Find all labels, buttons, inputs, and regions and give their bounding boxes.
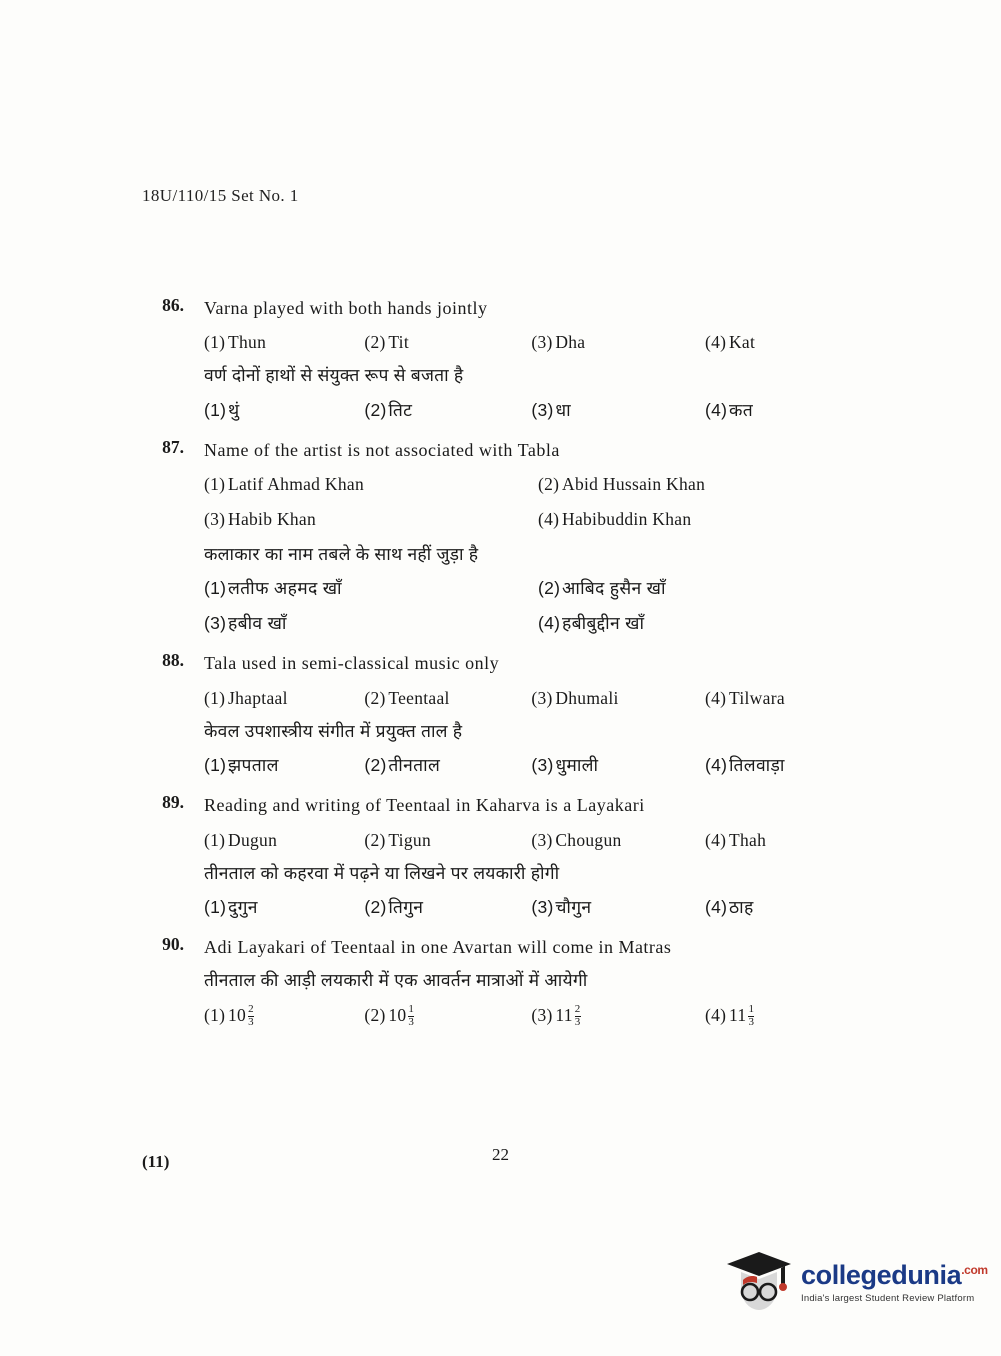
option-label: (3) [531,687,553,708]
option-text: चौगुन [555,897,592,918]
brand-tld: .com [961,1263,988,1277]
option[interactable] [705,685,872,711]
option[interactable] [204,506,538,532]
option[interactable] [364,827,531,853]
option-whole: 10 [388,1004,407,1025]
graduate-logo-icon [723,1250,795,1320]
question-stem-hi: वर्ण दोनों हाथों से संयुक्त रूप से बजता है [204,365,464,386]
option-text: हबीबुद्दीन खाँ [562,613,645,634]
fraction [408,1004,414,1028]
option[interactable] [364,1002,531,1028]
option[interactable] [364,685,531,711]
question-stem-en: Adi Layakari of Teentaal in one Avartan will come in Matras [204,937,672,958]
option-label: (4) [538,613,561,634]
option-label: (2) [364,829,386,850]
option[interactable] [204,827,364,853]
option-text: Tilwara [728,687,785,708]
option[interactable] [531,397,705,423]
option[interactable] [204,471,538,497]
option-label: (4) [704,1004,727,1025]
option-text: Tit [388,332,410,353]
option-label: (3) [531,897,554,918]
option-text: Kat [728,332,756,353]
collegedunia-watermark [723,1246,988,1328]
question-stem-en: Tala used in semi-classical music only [204,653,500,674]
option-label: (4) [704,332,727,353]
option-label: (3) [531,399,554,420]
option-text: झपताल [228,755,279,776]
denominator: 3 [574,1015,581,1028]
option-label: (3) [531,332,553,353]
denominator: 3 [408,1015,415,1028]
option-label: (2) [538,474,560,495]
option-label: (1) [204,474,226,495]
option[interactable] [705,329,872,355]
option-label: (3) [531,829,553,850]
question-number: 89. [162,792,184,813]
option-text: हबीव खाँ [228,613,287,634]
option[interactable] [538,506,872,532]
option-whole: 11 [728,1004,747,1025]
option[interactable] [531,752,705,778]
fraction [575,1004,581,1028]
option-text: Tigun [388,829,431,850]
options-fraction [204,1002,872,1028]
option-text: आबिद हुसैन खाँ [562,577,666,598]
option-text: ठाह [728,897,754,918]
option-label: (2) [364,897,387,918]
option[interactable] [364,397,531,423]
options-en [204,685,872,711]
numerator: 1 [408,1003,415,1016]
option[interactable] [531,685,705,711]
question-number: 90. [162,934,184,955]
option[interactable] [204,894,364,920]
option-text: धुमाली [555,755,599,776]
question-stem-hi: कलाकार का नाम तबले के साथ नहीं जुड़ा है [204,543,479,564]
question-stem-hi: केवल उपशास्त्रीय संगीत में प्रयुक्त ताल है [204,720,463,741]
option-label: (4) [704,399,728,420]
option-label: (2) [364,332,386,353]
option[interactable] [204,575,538,601]
option[interactable] [538,575,872,601]
option-text: Abid Hussain Khan [562,474,706,495]
option[interactable] [705,752,872,778]
denominator: 3 [748,1015,755,1028]
question-list [142,295,872,1042]
paper-code: 18U/110/15 Set No. 1 [142,186,299,205]
option-label: (1) [204,577,227,598]
option-text: Teentaal [388,687,450,708]
option[interactable] [204,610,538,636]
option-label: (3) [531,755,554,776]
option-text: तीनताल [388,755,441,776]
question-90 [142,934,872,1028]
question-stem-en: Varna played with both hands jointly [204,298,488,318]
options-hi [204,397,872,423]
option[interactable] [531,329,705,355]
page-marker: (11) [142,1152,170,1171]
option-label: (1) [204,687,226,708]
option[interactable] [705,1002,872,1028]
watermark-tagline: India's largest Student Review Platform [801,1293,975,1304]
option[interactable] [204,752,364,778]
option-label: (1) [204,829,226,850]
option[interactable] [538,471,872,497]
option[interactable] [531,827,705,853]
option-text: Habibuddin Khan [562,509,692,530]
option[interactable] [364,329,531,355]
page-number: 22 [492,1145,509,1164]
question-87 [142,437,872,636]
option-text: Habib Khan [228,509,317,530]
option-text: Dhumali [555,687,619,708]
option-text: Thah [728,829,767,850]
numerator: 1 [748,1003,755,1016]
option[interactable] [364,894,531,920]
options-en [204,471,872,533]
option-label: (3) [531,1004,553,1025]
option[interactable] [364,752,531,778]
options-en [204,329,872,355]
option-label: (1) [204,755,227,776]
watermark-text [801,1260,988,1304]
option-label: (1) [204,1004,226,1025]
option[interactable] [705,397,872,423]
option-text: तिगुन [388,897,424,918]
option-label: (2) [364,755,387,776]
option-whole: 11 [555,1004,573,1025]
option-text: Thun [228,332,267,353]
question-stem-en: Reading and writing of Teentaal in Kaharva is a Layakari [204,795,645,816]
option-label: (2) [364,687,386,708]
question-stem-hi: तीनताल को कहरवा में पढ़ने या लिखने पर लयकारी होगी [204,862,560,883]
question-86 [142,295,872,423]
watermark-brand [801,1260,988,1291]
question-number: 87. [162,436,184,457]
option-text: थुं [228,399,240,420]
option-text: Jhaptaal [228,687,288,708]
option[interactable] [705,827,872,853]
option-text: दुगुन [228,897,258,918]
option-text: कत [728,399,753,420]
option-text: तिट [388,399,413,420]
option-label: (4) [538,509,560,530]
option-label: (3) [204,509,226,530]
option[interactable] [204,329,364,355]
question-89 [142,792,872,920]
option[interactable] [204,685,364,711]
options-hi [204,575,872,637]
option-label: (1) [204,399,227,420]
options-hi [204,752,872,778]
brand-name: collegedunia [801,1260,962,1290]
option[interactable] [531,1002,705,1028]
options-hi [204,894,872,920]
fraction [748,1004,754,1028]
option-label: (4) [704,755,728,776]
option-label: (1) [204,897,227,918]
option-label: (4) [704,829,727,850]
option-label: (2) [538,577,561,598]
option-text: Chougun [555,829,622,850]
denominator: 3 [248,1015,254,1028]
option[interactable] [705,894,872,920]
option-text: धा [555,399,571,420]
question-88 [142,650,872,778]
question-stem-hi: तीनताल की आड़ी लयकारी में एक आवर्तन मात्राओं में आयेगी [204,970,588,991]
options-en [204,827,872,853]
option[interactable] [531,894,705,920]
option-label: (3) [204,613,227,634]
fraction [248,1004,254,1028]
option-text: Latif Ahmad Khan [228,474,365,495]
option-label: (4) [704,687,727,708]
option-text: तिलवाड़ा [728,755,785,776]
option-label: (2) [364,399,387,420]
question-stem-en: Name of the artist is not associated with Tabla [204,439,560,460]
numerator: 2 [248,1003,254,1016]
option-text: लतीफ अहमद खाँ [228,577,342,598]
option-label: (4) [704,897,728,918]
option[interactable] [538,610,872,636]
numerator: 2 [574,1003,581,1016]
question-number: 88. [162,650,184,671]
option-whole: 10 [228,1004,247,1025]
question-number: 86. [162,295,184,315]
option-text: Dha [555,332,586,353]
option-label: (2) [364,1004,386,1025]
option-label: (1) [204,332,226,353]
option[interactable] [204,397,364,423]
option[interactable] [204,1002,364,1028]
option-text: Dugun [228,829,278,850]
